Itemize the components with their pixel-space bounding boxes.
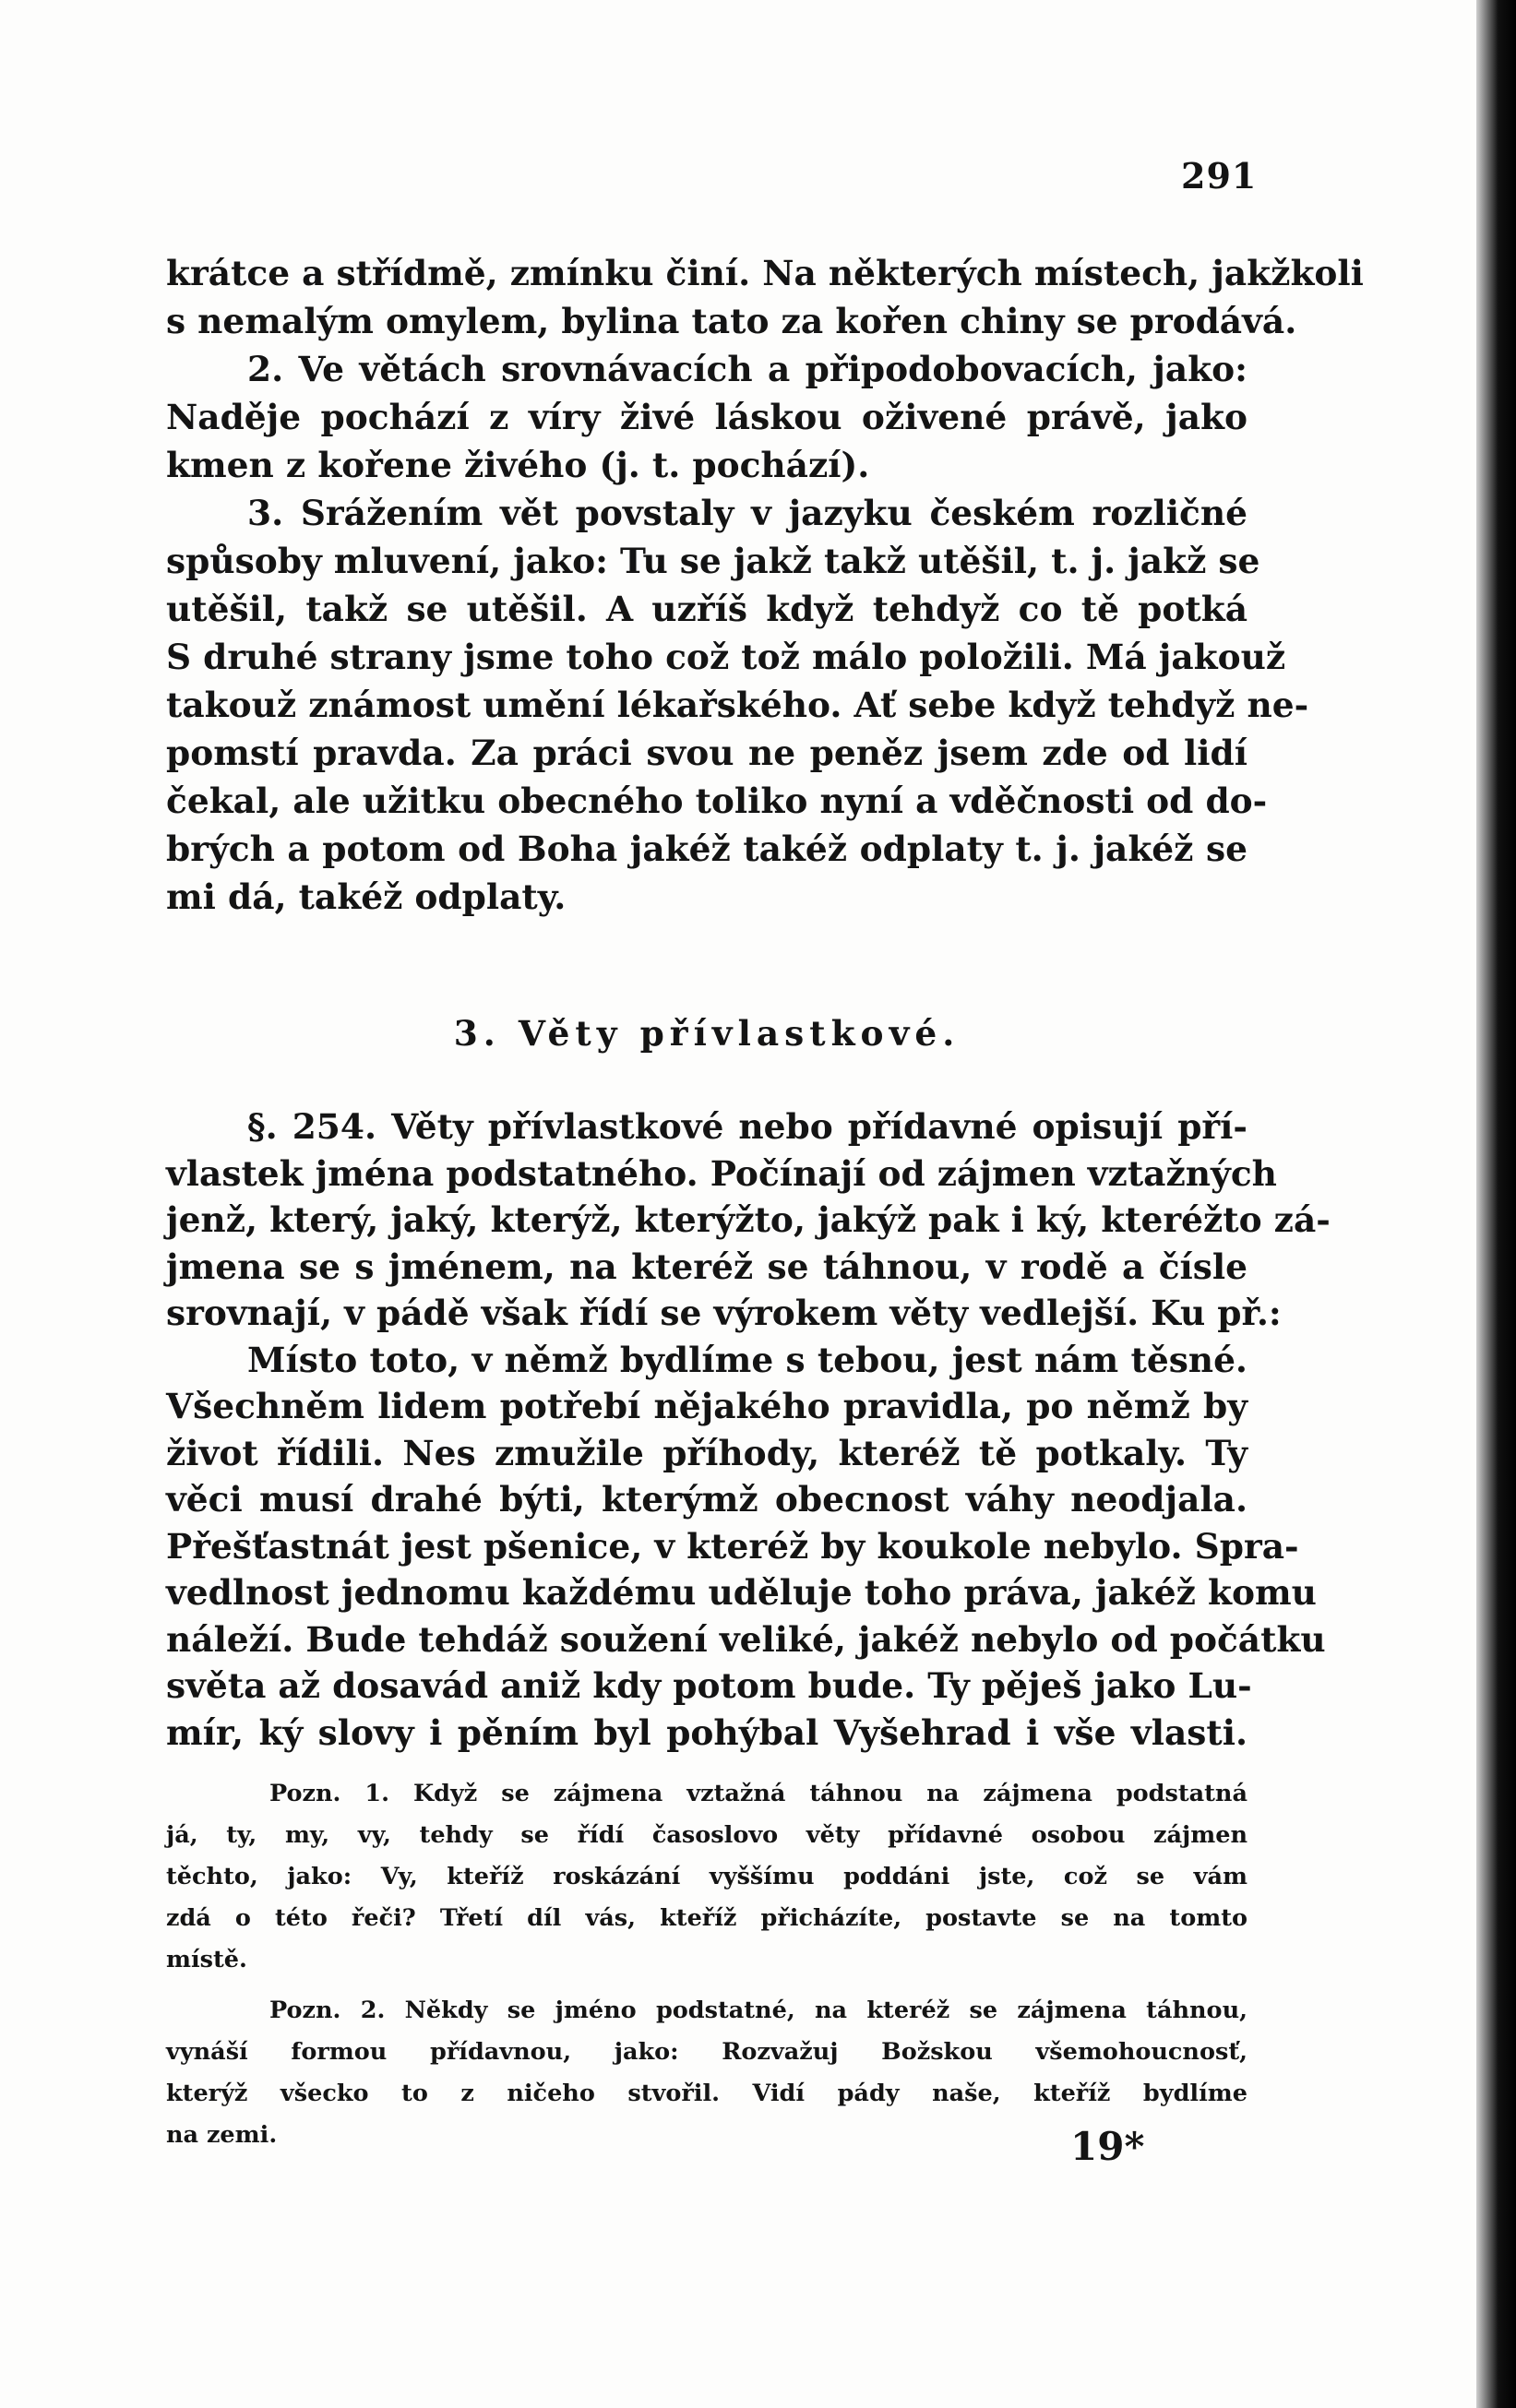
note-line: zdá o této řeči? Třetí díl vás, kteříž přicházíte, postavte se na tomto xyxy=(166,1904,1247,1932)
text-line: světa až dosavád aniž kdy potom bude. Ty pěješ jako Lu- xyxy=(166,1665,1252,1706)
text-line: Místo toto, v němž bydlíme s tebou, jest nám těsné. xyxy=(247,1339,1247,1380)
text-line: Přešťastnát jest pšenice, v kteréž by koukole nebylo. Spra- xyxy=(166,1525,1299,1567)
note-line: kterýž všecko to z ničeho stvořil. Vidí pády naše, kteříž bydlíme xyxy=(166,2080,1247,2107)
text-line: život řídili. Nes zmužile příhody, kteréž tě potkaly. Ty xyxy=(166,1432,1247,1473)
section-heading: 3. Věty přívlastkové. xyxy=(453,1013,961,1054)
signature-mark: 19* xyxy=(1070,2124,1145,2169)
text-line: čekal, ale užitku obecného toliko nyní a vděčnosti od do- xyxy=(166,781,1268,821)
text-line: srovnají, v pádě však řídí se výrokem věty vedlejší. Ku př.: xyxy=(166,1293,1282,1333)
text-line: utěšil, takž se utěšil. A uzříš když tehdyž co tě potká xyxy=(166,589,1247,629)
text-line: náleží. Bude tehdáž soužení veliké, jakéž nebylo od počátku xyxy=(166,1618,1326,1660)
footnotes xyxy=(166,1773,1247,2156)
note-spacer xyxy=(166,1981,1247,1990)
text-line: vedlnost jednomu každému uděluje toho práva, jakéž komu xyxy=(166,1572,1317,1613)
text-line: mi dá, takéž odplaty. xyxy=(166,876,567,917)
main-paragraph xyxy=(166,249,1364,921)
note-line: Pozn. 1. Když se zájmena vztažná táhnou na zájmena podstatná xyxy=(269,1780,1247,1807)
text-line: krátce a střídmě, zmínku činí. Na některých místech, jakžkoli xyxy=(166,253,1364,293)
text-line: s nemalým omylem, bylina tato za kořen chiny se prodává. xyxy=(166,301,1297,341)
text-line: kmen z kořene živého (j. t. pochází). xyxy=(166,445,870,485)
text-line: jmena se s jménem, na kteréž se táhnou, v rodě a čísle xyxy=(166,1246,1247,1287)
text-line: brých a potom od Boha jakéž takéž odplaty t. j. jakéž se xyxy=(166,828,1247,869)
text-line: věci musí drahé býti, kterýmž obecnost váhy neodjala. xyxy=(166,1479,1247,1520)
text-line: §. 254. Věty přívlastkové nebo přídavné opisují pří- xyxy=(247,1106,1247,1147)
text-line: vlastek jména podstatného. Počínají od zájmen vztažných xyxy=(166,1152,1277,1194)
note-line: vynáší formou přídavnou, jako: Rozvažuj Božskou všemohoucnosť, xyxy=(166,2038,1247,2066)
page-edge-shadow xyxy=(1476,0,1516,2408)
page-number: 291 xyxy=(1181,155,1258,197)
note-line: těchto, jako: Vy, kteříž roskázání vyššímu poddáni jste, což se vám xyxy=(166,1863,1247,1890)
text-line: mír, ký slovy i pěním byl pohýbal Vyšehrad i vše vlasti. xyxy=(166,1711,1247,1753)
note-line: Pozn. 2. Někdy se jméno podstatné, na kteréž se zájmena táhnou, xyxy=(269,1997,1247,2024)
note-line: já, ty, my, vy, tehdy se řídí časoslovo věty přídavné osobou zájmen xyxy=(166,1821,1247,1849)
note-line: místě. xyxy=(166,1946,247,1973)
text-line: Naděje pochází z víry živé láskou oživené právě, jako xyxy=(166,397,1247,437)
section-paragraph xyxy=(166,1103,1331,1756)
text-line: Všechněm lidem potřebí nějakého pravidla, po němž by xyxy=(166,1386,1247,1426)
text-line: spůsoby mluvení, jako: Tu se jakž takž utěšil, t. j. jakž se xyxy=(166,541,1260,581)
text-line: S druhé strany jsme toho což tož málo položili. Má jakouž xyxy=(166,637,1286,677)
text-line: 3. Srážením vět povstaly v jazyku českém rozličné xyxy=(247,493,1247,533)
text-line: jenž, který, jaký, kterýž, kterýžto, jakýž pak i ký, kteréžto zá- xyxy=(166,1199,1331,1240)
note-line: na zemi. xyxy=(166,2121,278,2149)
text-line: takouž známost umění lékařského. Ať sebe když tehdyž ne- xyxy=(166,685,1309,725)
text-line: 2. Ve větách srovnávacích a připodobovacích, jako: xyxy=(247,349,1247,389)
text-line: pomstí pravda. Za práci svou ne peněz jsem zde od lidí xyxy=(166,733,1247,773)
